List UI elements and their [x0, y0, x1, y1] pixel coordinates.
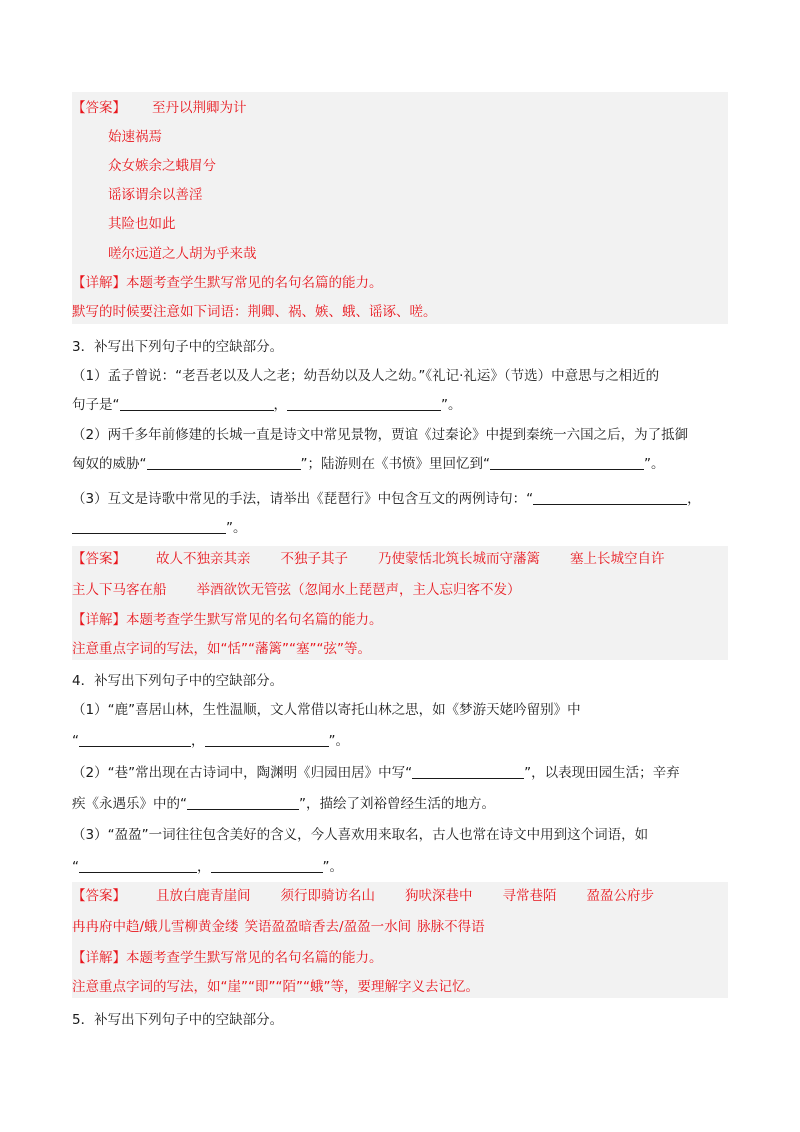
question-5-title: 5．补写出下列句子中的空缺部分。	[72, 1012, 284, 1028]
question-4-part-2-line-1: （2）“巷”常出现在古诗词中，陶渊明《归园田居》中写“ ”，以表现田园生活；辛弃	[72, 765, 680, 781]
question-4-part-1-line-1: （1）“鹿”喜居山林，生性温顺，文人常借以寄托山林之思，如《梦游天姥吟留别》中	[72, 702, 581, 718]
question-3-part-1-line-1: （1）孟子曾说：“老吾老以及人之老；幼吾幼以及人之幼。”《礼记·礼运》（节选）中意思与之相近的	[72, 368, 660, 384]
answer-item: 至丹以荆卿为计	[152, 100, 247, 116]
fill-blank[interactable]	[79, 858, 197, 873]
answer-tag: 【答案】	[72, 100, 126, 116]
detail-text: 本题考查学生默写常见的名句名篇的能力。	[126, 275, 383, 291]
fill-blank[interactable]	[79, 732, 191, 747]
detail-line	[72, 273, 728, 293]
detail-text: 本题考查学生默写常见的名句名篇的能力。	[126, 950, 383, 966]
fill-blank[interactable]	[412, 764, 524, 779]
fill-blank[interactable]	[490, 455, 644, 470]
fill-blank[interactable]	[533, 490, 687, 505]
detail-line	[72, 610, 728, 630]
question-4-part-3-line-1: （3）“盈盈”一词往往包含美好的含义，今人喜欢用来取名，古人也常在诗文中用到这个词语，如	[72, 827, 649, 843]
answer-line-1: 【答案】 故人不独亲其亲 不独子其子 乃使蒙恬北筑长城而守藩篱 塞上长城空自许	[72, 551, 665, 567]
answer-line	[72, 98, 728, 118]
answer-item: 嗟尔远道之人胡为乎来哉	[108, 246, 257, 262]
question-4-part-3-line-2: “ ， ”。	[72, 859, 343, 875]
note-line: 注意重点字词的写法，如“崖”“即”“陌”“蛾”等，要理解字义去记忆。	[72, 979, 479, 995]
fill-blank[interactable]	[205, 732, 329, 747]
note-line: 注意重点字词的写法，如“恬”“藩篱”“塞”“弦”等。	[72, 641, 371, 657]
question-3-part-3-line-2: ”。	[72, 518, 728, 538]
fill-blank[interactable]	[147, 455, 301, 470]
fill-blank[interactable]	[187, 795, 299, 810]
fill-blank[interactable]	[72, 519, 226, 534]
answer-item: 谣诼谓余以善淫	[108, 187, 203, 203]
answer-line-1: 【答案】 且放白鹿青崖间 须行即骑访名山 狗吠深巷中 寻常巷陌 盈盈公府步	[72, 888, 654, 904]
question-4-part-1-line-2: “ ， ”。	[72, 733, 349, 749]
question-4-title: 4．补写出下列句子中的空缺部分。	[72, 673, 284, 689]
answer-item: 始速祸焉	[108, 129, 162, 145]
question-4-part-2-line-2: 疾《永遇乐》中的“ ”，描绘了刘裕曾经生活的地方。	[72, 796, 495, 812]
answer-line-2: 冉冉府中趋/蛾儿雪柳黄金缕 笑语盈盈暗香去/盈盈一水间 脉脉不得语	[72, 919, 485, 935]
detail-tag: 【详解】	[72, 275, 126, 291]
detail-tag: 【详解】	[72, 612, 126, 628]
question-3-part-3-line-1: （3）互文是诗歌中常见的手法，请举出《琵琶行》中包含互文的两例诗句：“ ，	[72, 491, 701, 507]
answer-line-2: 主人下马客在船 举酒欲饮无管弦（忽闻水上琵琶声，主人忘归客不发）	[72, 582, 521, 598]
fill-blank[interactable]	[287, 396, 441, 411]
answer-item: 众女嫉余之蛾眉兮	[108, 158, 216, 174]
question-3-part-2-line-1: （2）两千多年前修建的长城一直是诗文中常见景物，贾谊《过秦论》中提到秦统一六国之后，为了抵御	[72, 427, 689, 443]
answer-item: 其险也如此	[108, 216, 176, 232]
detail-text: 本题考查学生默写常见的名句名篇的能力。	[126, 612, 383, 628]
detail-tag: 【详解】	[72, 950, 126, 966]
question-3-part-2-line-2: 匈奴的威胁“ ”；陆游则在《书愤》里回忆到“ ”。	[72, 456, 665, 472]
question-3-part-1-line-2: 句子是“ ， ”。	[72, 397, 462, 413]
question-3-title: 3．补写出下列句子中的空缺部分。	[72, 339, 284, 355]
answer-tag: 【答案】	[72, 551, 126, 567]
answer-tag: 【答案】	[72, 888, 126, 904]
fill-blank[interactable]	[120, 396, 274, 411]
fill-blank[interactable]	[211, 858, 323, 873]
detail-line	[72, 948, 728, 968]
note-line: 默写的时候要注意如下词语：荆卿、祸、嫉、蛾、谣诼、嗟。	[72, 304, 437, 320]
